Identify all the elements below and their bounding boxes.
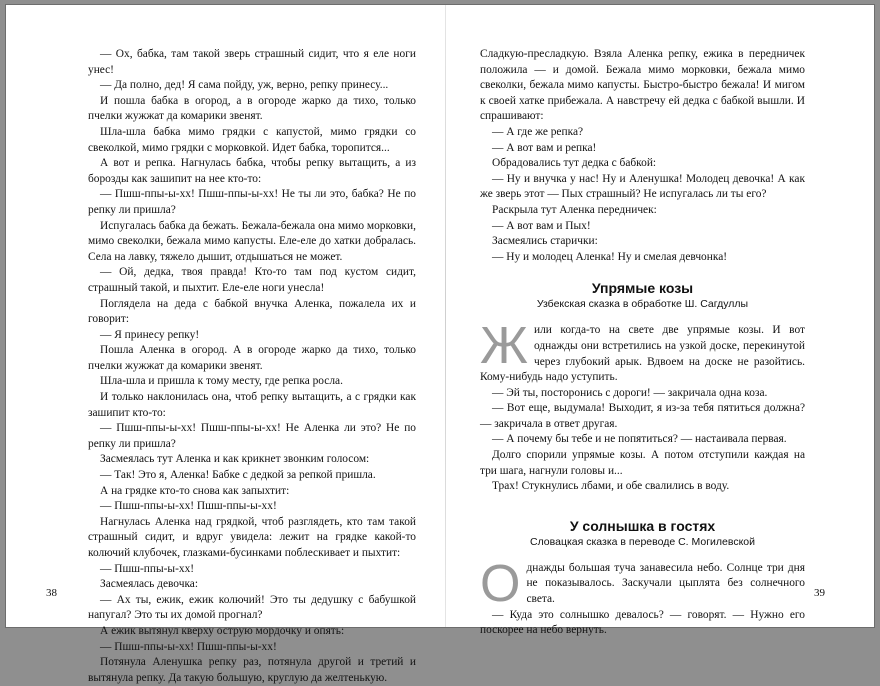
paragraph: — Ну и молодец Аленка! Ну и смелая девчонка! xyxy=(492,250,728,263)
paragraph: А ежик вытянул кверху острую мордочку и опять: xyxy=(100,624,345,637)
paragraph: — А где же репка? xyxy=(492,125,584,138)
paragraph: А вот и репка. Нагнулась бабка, чтобы репку вытащить, а из борозды как зашипит на нее кто-то: xyxy=(88,157,416,185)
paragraph: — Пшш-ппы-ы-хх! xyxy=(100,562,195,575)
paragraph: — Куда это солнышко девалось? — говорят. — Нужно его поскорее на небо вернуть. xyxy=(480,608,805,637)
paragraph: — Пшш-ппы-ы-хх! Пшш-ппы-ы-хх! xyxy=(100,640,277,653)
story-body-goats xyxy=(480,386,805,495)
paragraph: — Да полно, дед! Я сама пойду, уж, верно, репку принесу... xyxy=(100,79,389,92)
paragraph: Трах! Стукнулись лбами, и обе свалились в воду. xyxy=(492,480,730,493)
paragraph: Засмеялась девочка: xyxy=(100,578,199,591)
paragraph: И пошла бабка в огород, а в огороде жарко да тихо, только пчелки жужжат да комарики звенят. xyxy=(88,94,416,123)
paragraph: — Ох, бабка, там такой зверь страшный сидит, что я еле ноги унес! xyxy=(88,48,416,76)
drop-cap-letter: Ж xyxy=(480,317,529,376)
right-page-text xyxy=(480,47,805,639)
story-title-stubborn-goats: Упрямые козы xyxy=(591,280,694,297)
paragraph: — А вот вам и Пых! xyxy=(492,219,591,232)
paragraph: — А почему бы тебе и не попятиться? — настаивала первая. xyxy=(492,433,787,446)
paragraph: Шла-шла и пришла к тому месту, где репка росла. xyxy=(100,375,343,388)
page-number-left: 38 xyxy=(46,587,57,599)
paragraph: — Ах ты, ежик, ежик колючий! Это ты дедушку с бабушкой напугал? Это ты их домой прогнал? xyxy=(88,593,416,622)
story-body-sun xyxy=(480,608,805,639)
story-subtitle-sun-visit: Словацкая сказка в переводе С. Могилевской xyxy=(529,535,755,548)
paragraph: Сладкую-пресладкую. Взяла Аленка репку, ежика в передничек положила — и домой. Бежала мимо морковки, бежала мимо свеколки, бежала мимо капусты. Быстро-быстро бежала! И мигом к своей хатке прибежала. А навстречу ей дедка с бабкой вышли. И спрашивают: xyxy=(480,48,805,123)
story-first-paragraph-goats: Жили когда-то на свете две упрямые козы. И вот однажды они встретились на узкой доске, перекинутой через глубокий арык. Вдвоем на доске не разойтись. Кому-нибудь надо уступить. xyxy=(480,317,805,384)
paragraph: — Пшш-ппы-ы-хх! Пшш-ппы-ы-хх! Не Аленка ли это? Не по репку ли пришла? xyxy=(88,422,416,450)
paragraph: Обрадовались тут дедка с бабкой: xyxy=(492,157,657,170)
story-title-sun-visit: У солнышка в гостях xyxy=(569,517,716,534)
paragraph: Долго спорили упрямые козы. А потом отступили каждая на три шага, нагнули головы и... xyxy=(480,449,805,477)
paragraph: Засмеялись старички: xyxy=(492,235,598,248)
paragraph: — Эй ты, посторонись с дороги! — закричала одна коза. xyxy=(492,386,768,399)
paragraph: И только наклонилась она, чтоб репку вытащить, а с грядки как зашипит кто-то: xyxy=(88,391,416,419)
paragraph: А на грядке кто-то снова как запыхтит: xyxy=(100,484,290,497)
paragraph: Нагнулась Аленка над грядкой, чтоб разглядеть, кто там такой страшный сидит, и вдруг увидела: лежит на грядке какой-то колючий клубочек, глазками-бусинками поблескивает и пыхтит: xyxy=(88,515,416,559)
paragraph: — Так! Это я, Аленка! Бабке с дедкой за репкой пришла. xyxy=(100,469,376,482)
book-gutter xyxy=(445,5,446,627)
paragraph: Раскрыла тут Аленка передничек: xyxy=(492,203,657,216)
story-first-paragraph-sun: Однажды большая туча занавесила небо. Солнце три дня не показывалось. Заскучали цыплята без солнечного света. xyxy=(480,554,805,613)
paragraph: Засмеялась тут Аленка и как крикнет звонким голосом: xyxy=(100,453,370,466)
left-page-text xyxy=(88,47,416,686)
paragraph: Потянула Аленушка репку раз, потянула другой и третий и вытянула репку. Да такую большую, круглую да желтенькую. xyxy=(88,656,416,684)
paragraph: — Вот еще, выдумала! Выходит, я из-за тебя пятиться должна? — закричала в ответ другая. xyxy=(480,402,805,430)
paragraph: — Ну и внучка у нас! Ну и Аленушка! Молодец девочка! А как же зверь этот — Пых страшный? Не испугалась ли ты его? xyxy=(480,172,805,201)
paragraph: — А вот вам и репка! xyxy=(492,141,597,154)
page-number-right: 39 xyxy=(814,587,825,599)
story-subtitle-stubborn-goats: Узбекская сказка в обработке Ш. Сагдуллы xyxy=(536,298,749,311)
right-page-intro xyxy=(480,47,805,265)
paragraph: Пошла Аленка в огород. А в огороде жарко да тихо, только пчелки жужжат да комарики звенят. xyxy=(88,344,416,372)
paragraph: — Пшш-ппы-ы-хх! Пшш-ппы-ы-хх! xyxy=(100,500,277,513)
paragraph: Шла-шла бабка мимо грядки с капустой, мимо грядки со свеколкой, мимо грядки с морковкой. Идет бабка, торопится... xyxy=(88,125,416,154)
paragraph: Испугалась бабка да бежать. Бежала-бежала она мимо морковки, мимо свеколки, бежала мимо капусты. Еле-еле до хатки добралась. Села на лавку, тяжело дышит, отдышаться не может. xyxy=(88,219,416,263)
paragraph: Поглядела на деда с бабкой внучка Аленка, пожалела их и говорит: xyxy=(88,297,416,326)
paragraph: — Пшш-ппы-ы-хх! Пшш-ппы-ы-хх! Не ты ли это, бабка? Не по репку ли пришла? xyxy=(88,188,416,216)
paragraph: — Ой, дедка, твоя правда! Кто-то там под кустом сидит, страшный такой, и пыхтит. Еле-еле ноги унесла! xyxy=(88,266,416,294)
drop-cap-letter: О xyxy=(480,554,521,613)
book-spread xyxy=(5,4,875,684)
paragraph: — Я принесу репку! xyxy=(100,328,200,341)
